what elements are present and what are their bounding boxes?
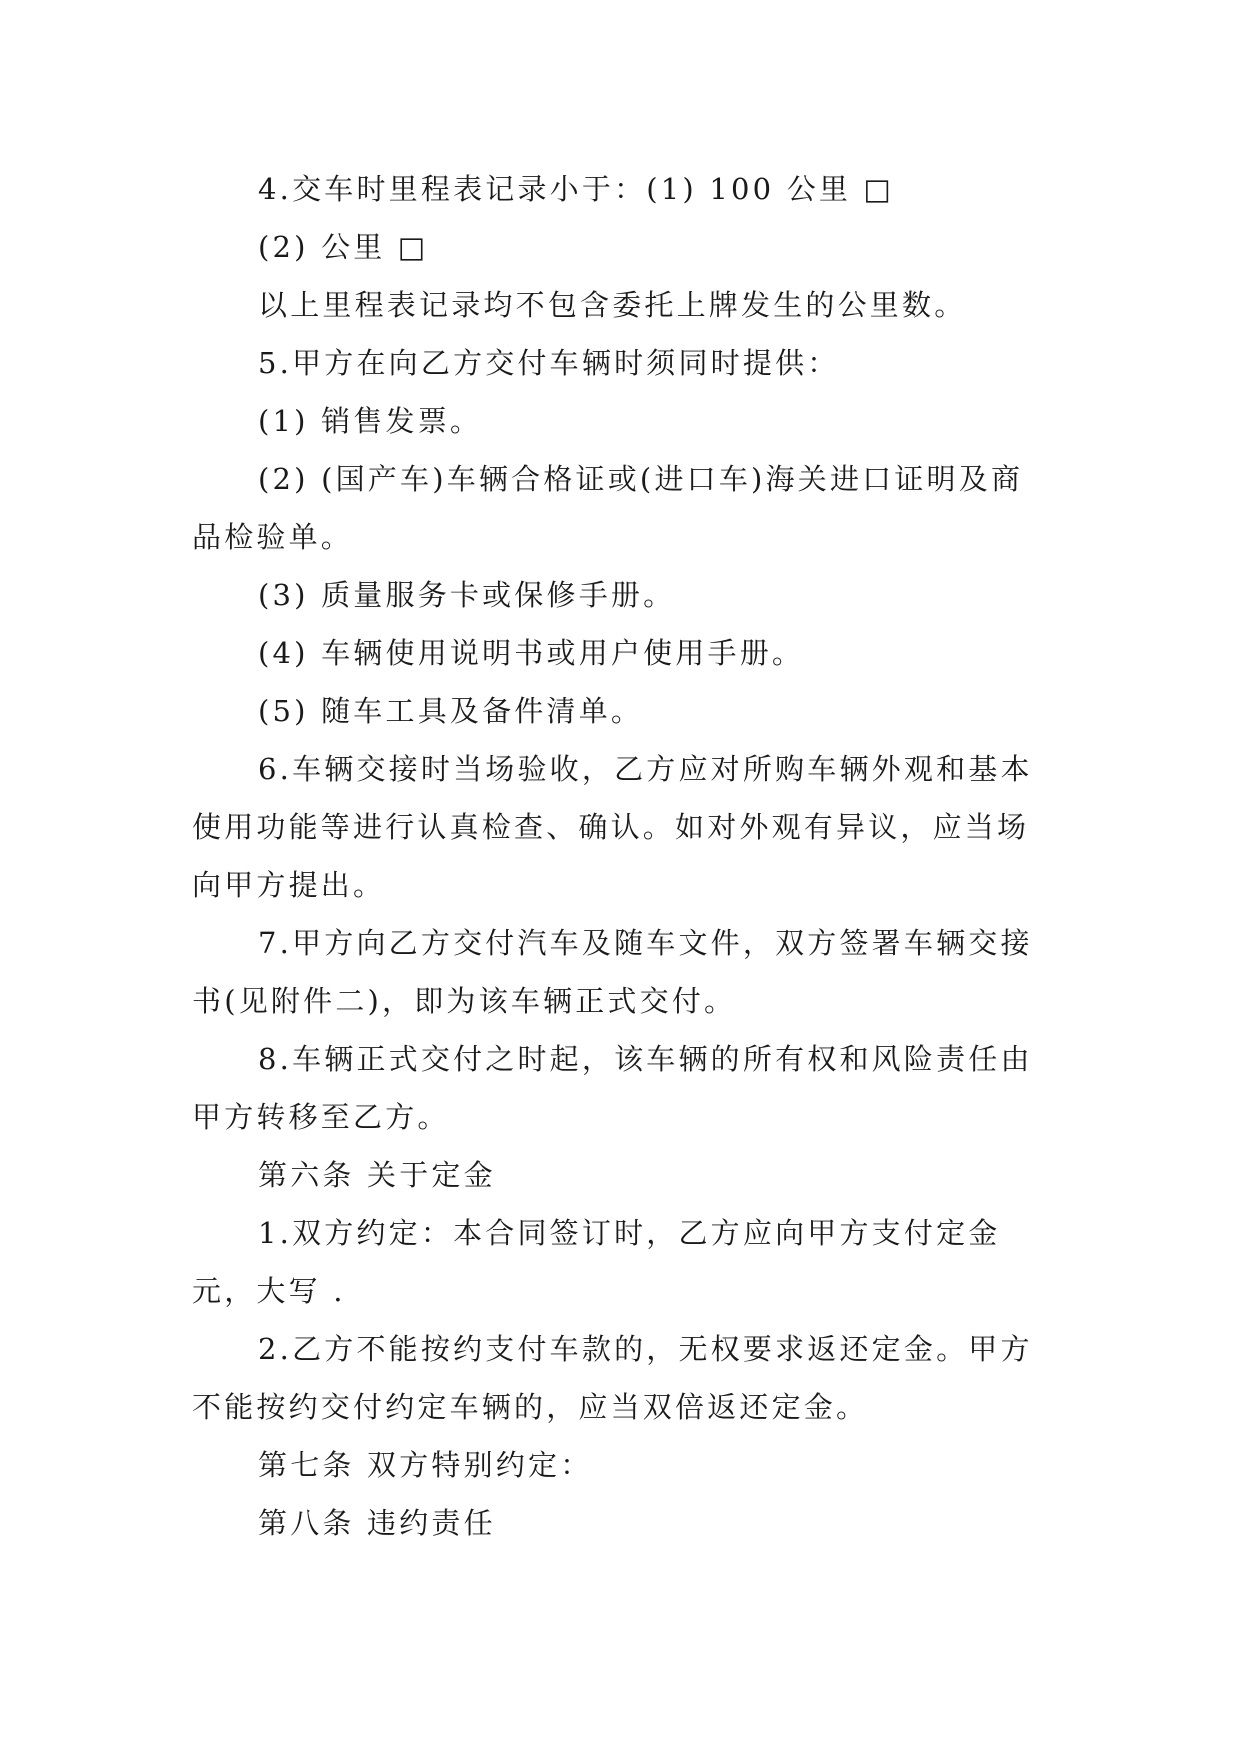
inspection-clause: 6.车辆交接时当场验收，乙方应对所购车辆外观和基本使用功能等进行认真检查、确认。如对外观有异议，应当场向甲方提出。 (192, 752, 1033, 902)
mileage-note: 以上里程表记录均不包含委托上牌发生的公里数。 (258, 288, 967, 322)
handover-clause: 7.甲方向乙方交付汽车及随车文件，双方签署车辆交接书(见附件二)，即为该车辆正式交付。 (192, 926, 1033, 1018)
article-heading: 第七条 双方特别约定： (258, 1448, 593, 1482)
deposit-clause: 1.双方约定：本合同签订时，乙方应向甲方支付定金元，大写 . (192, 1216, 1001, 1308)
deposit-forfeit-clause: 2.乙方不能按约支付车款的，无权要求返还定金。甲方不能按约交付约定车辆的，应当双倍返还定金。 (192, 1332, 1033, 1424)
delivery-documents-heading: 5.甲方在向乙方交付车辆时须同时提供： (258, 346, 840, 380)
delivery-document-item: (3) 质量服务卡或保修手册。 (258, 578, 676, 612)
article-heading: 第六条 关于定金 (258, 1158, 496, 1192)
ownership-transfer-clause: 8.车辆正式交付之时起，该车辆的所有权和风险责任由甲方转移至乙方。 (192, 1042, 1033, 1134)
mileage-clause-option-1: 4.交车时里程表记录小于：(1) 100 公里 □ (258, 172, 895, 206)
document-body (192, 160, 1054, 1552)
article-heading: 第八条 违约责任 (258, 1506, 496, 1540)
mileage-clause-option-2: (2) 公里 □ (258, 230, 429, 264)
delivery-document-item: (2) (国产车)车辆合格证或(进口车)海关进口证明及商品检验单。 (192, 462, 1024, 554)
delivery-document-item: (5) 随车工具及备件清单。 (258, 694, 644, 728)
delivery-document-item: (1) 销售发票。 (258, 404, 483, 438)
delivery-document-item: (4) 车辆使用说明书或用户使用手册。 (258, 636, 805, 670)
